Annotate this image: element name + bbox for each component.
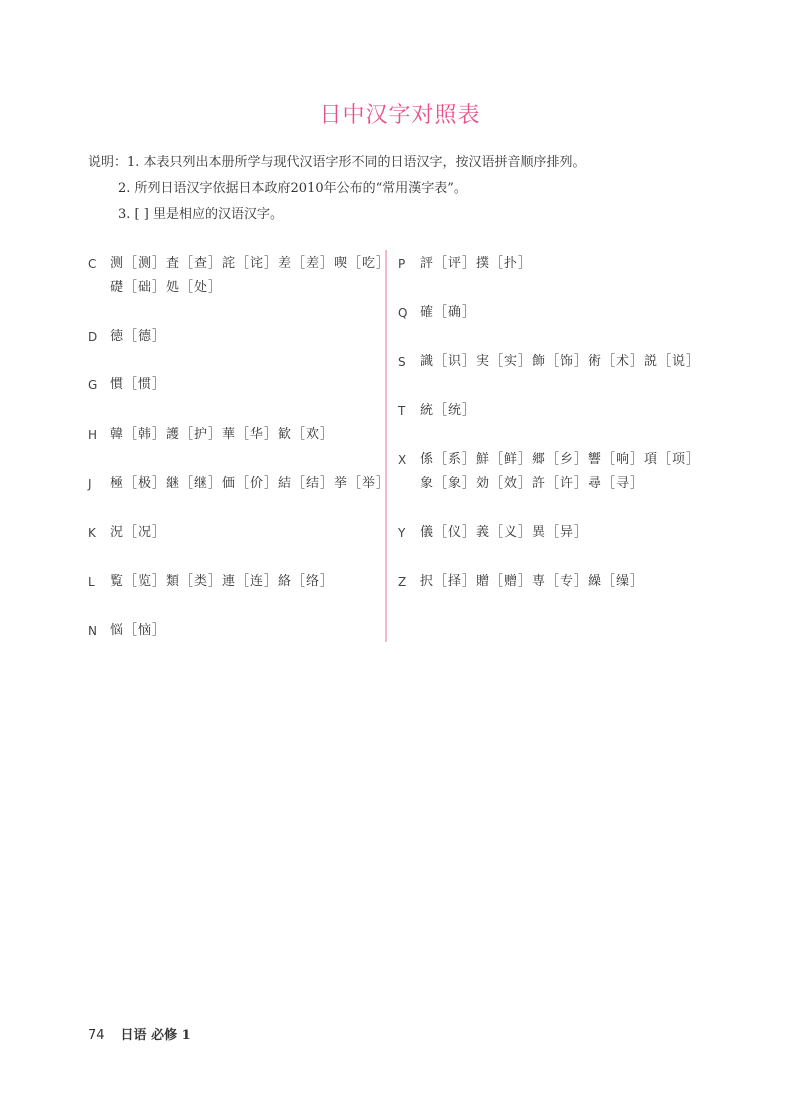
notes	[88, 150, 586, 228]
group-letter: C	[88, 257, 97, 271]
entry-line: 係［系］鮮［鲜］郷［乡］響［响］項［项］	[420, 452, 701, 467]
entry-line: 象［象］効［效］許［许］尋［寻］	[420, 476, 645, 491]
group-entries	[110, 619, 166, 643]
group-entries	[420, 521, 588, 545]
entry-line: 統［统］	[420, 403, 477, 418]
group-entries	[110, 325, 166, 349]
group-letter: S	[398, 355, 406, 369]
entry-line: 覧［览］類［类］連［连］絡［络］	[110, 574, 335, 589]
note-1-text: 1. 本表只列出本册所学与现代汉语字形不同的日语汉字，按汉语拼音顺序排列。	[127, 155, 586, 170]
entry-line: 識［识］実［实］飾［饰］術［术］説［说］	[420, 354, 701, 369]
group-letter: Y	[398, 526, 406, 540]
group-letter: P	[398, 257, 406, 271]
group-letter: X	[398, 453, 407, 467]
entry-line: 評［评］撲［扑］	[420, 256, 533, 271]
group-letter: G	[88, 378, 98, 392]
entry-line: 悩［恼］	[110, 623, 167, 638]
entry-line: 测［测］査［查］詫［诧］差［差］喫［吃］	[110, 256, 391, 271]
entry-line: 慣［惯］	[110, 377, 167, 392]
page-number: 74	[88, 1028, 105, 1043]
entry-line: 韓［韩］護［护］華［华］歓［欢］	[110, 427, 335, 442]
page-footer	[88, 1024, 191, 1043]
group-letter: Q	[398, 306, 408, 320]
group-entries	[420, 350, 700, 374]
note-3: 3. [ ] 里是相应的汉语汉字。	[118, 207, 283, 222]
group-entries	[420, 399, 476, 423]
entry-line: 確［确］	[420, 305, 477, 320]
notes-prefix: 说明：	[88, 155, 128, 170]
entry-line: 況［况］	[110, 525, 167, 540]
entry-line: 択［择］贈［赠］専［专］繰［缲］	[420, 574, 645, 589]
group-letter: N	[88, 624, 97, 638]
group-entries	[420, 570, 644, 594]
group-letter: K	[88, 526, 96, 540]
entry-line: 儀［仪］義［义］異［异］	[420, 525, 589, 540]
group-letter: D	[88, 330, 98, 344]
group-entries	[110, 252, 390, 300]
group-letter: J	[88, 477, 92, 491]
group-entries	[420, 301, 476, 325]
group-entries	[110, 521, 166, 545]
entry-line: 極［极］継［继］価［价］結［结］挙［举］	[110, 476, 391, 491]
group-entries	[110, 373, 166, 397]
group-entries	[420, 448, 700, 496]
book-title: 日语 必修 1	[120, 1028, 191, 1043]
group-entries	[110, 423, 334, 447]
group-letter: Z	[398, 575, 407, 589]
group-entries	[110, 472, 390, 496]
note-2: 2. 所列日语汉字依据日本政府2010年公布的“常用漢字表”。	[118, 181, 467, 196]
page-title: 日中汉字对照表	[319, 103, 481, 128]
note-1	[88, 150, 586, 176]
entry-line: 徳［德］	[110, 329, 167, 344]
group-entries	[110, 570, 334, 594]
group-letter: L	[88, 575, 95, 589]
entry-line: 礎［础］処［处］	[110, 280, 223, 295]
column-divider	[385, 250, 387, 642]
group-letter: H	[88, 428, 98, 442]
group-letter: T	[398, 404, 406, 418]
group-entries	[420, 252, 532, 276]
